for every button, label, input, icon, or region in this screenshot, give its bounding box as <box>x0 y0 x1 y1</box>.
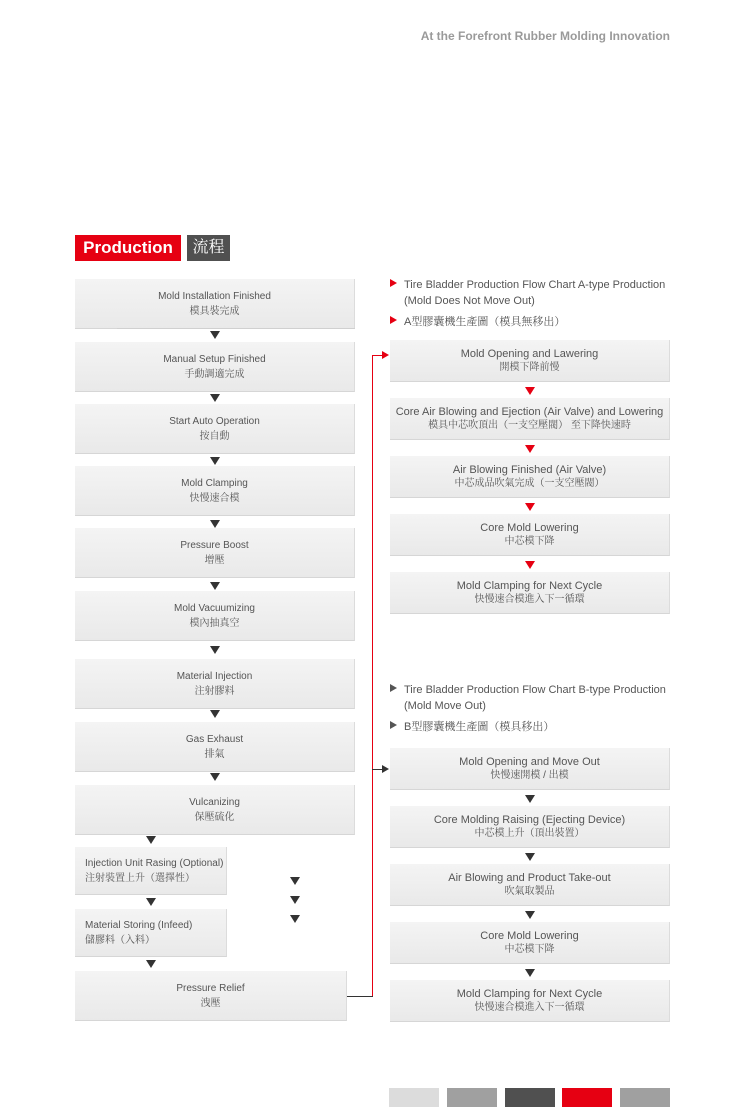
down-arrow-icon <box>525 795 535 803</box>
step-label-en: Start Auto Operation <box>169 415 260 427</box>
chart-a-heading <box>390 277 665 330</box>
color-swatch-light <box>389 1088 439 1107</box>
left-step-start-auto <box>75 404 355 454</box>
down-arrow-icon <box>210 646 220 654</box>
down-arrow-icon <box>210 710 220 718</box>
down-arrow-icon <box>210 582 220 590</box>
step-label-cn: 保壓硫化 <box>194 811 235 823</box>
divider <box>117 328 355 329</box>
step-label-en: Mold Clamping for Next Cycle <box>456 579 603 592</box>
down-arrow-icon <box>525 911 535 919</box>
chart-a-step <box>390 572 670 614</box>
step-label-cn: 吹氣取製品 <box>504 885 555 897</box>
connector-line <box>372 355 373 997</box>
step-label-en: Manual Setup Finished <box>163 353 266 365</box>
chart-b-heading-en-2: (Mold Move Out) <box>404 700 486 712</box>
left-step-material-injection <box>75 659 355 709</box>
down-arrow-icon <box>525 503 535 511</box>
left-step-injection-unit-raising <box>75 847 227 895</box>
down-arrow-icon <box>210 394 220 402</box>
step-label-cn: 中芯成品吹氣完成（一支空壓閥） <box>454 477 605 489</box>
step-label-cn: 手動調適完成 <box>184 368 245 380</box>
down-arrow-icon <box>146 836 156 844</box>
triangle-bullet-icon <box>390 316 397 324</box>
left-step-gas-exhaust <box>75 722 355 772</box>
tagline: At the Forefront Rubber Molding Innovation <box>420 29 670 43</box>
connector-arrow-icon <box>382 765 389 773</box>
step-label-cn: 增壓 <box>204 554 225 566</box>
step-label-en: Mold Clamping <box>181 477 248 489</box>
chart-b-step <box>390 864 670 906</box>
step-label-cn: 中芯模下降 <box>504 535 555 547</box>
left-step-mold-clamping <box>75 466 355 516</box>
chart-a-heading-cn: A型膠囊機生產圖（模具無移出） <box>404 316 566 328</box>
section-title-cn: 流程 <box>187 235 230 261</box>
chart-a-step <box>390 340 670 382</box>
step-label-cn: 快慢速合模進入下一循環 <box>474 593 585 605</box>
left-step-vulcanizing <box>75 785 355 835</box>
triangle-bullet-icon <box>390 684 397 692</box>
down-arrow-icon <box>525 445 535 453</box>
step-label-en: Mold Opening and Lawering <box>460 347 599 360</box>
chart-b-heading <box>390 682 666 735</box>
step-label-cn: 快慢速合模進入下一循環 <box>474 1001 585 1013</box>
down-arrow-icon <box>210 331 220 339</box>
down-arrow-icon <box>525 387 535 395</box>
step-label-cn: 模具中芯吹頂出（一支空壓閥） 至下降快速時 <box>428 419 631 431</box>
step-label-cn: 儲膠料（入料） <box>85 934 155 946</box>
down-arrow-icon <box>525 561 535 569</box>
color-swatch-gray <box>620 1088 670 1107</box>
left-step-pressure-relief <box>75 971 347 1021</box>
step-label-en: Air Blowing Finished (Air Valve) <box>452 463 607 476</box>
step-label-en: Material Storing (Infeed) <box>85 919 193 931</box>
step-label-en: Core Mold Lowering <box>480 929 579 942</box>
chart-a-heading-en: Tire Bladder Production Flow Chart A-type Production <box>404 279 666 291</box>
color-swatch-red <box>562 1088 612 1107</box>
left-step-mold-vacuumizing <box>75 591 355 641</box>
step-label-cn: 洩壓 <box>200 997 221 1009</box>
left-step-manual-setup <box>75 342 355 392</box>
left-step-mold-installation <box>75 279 355 329</box>
step-label-en: Core Mold Lowering <box>480 521 579 534</box>
step-label-cn: 注射膠料 <box>194 685 235 697</box>
step-label-en: Core Molding Raising (Ejecting Device) <box>433 813 626 826</box>
step-label-en: Core Air Blowing and Ejection (Air Valve) and Lowering <box>395 405 664 418</box>
step-label-cn: 中芯模上升（頂出裝置） <box>474 827 585 839</box>
step-label-en: Material Injection <box>176 670 253 682</box>
chart-b-heading-cn: B型膠囊機生產圖（模具移出） <box>404 721 555 733</box>
section-title: Production <box>75 235 181 261</box>
step-label-cn: 模具裝完成 <box>189 305 240 317</box>
step-label-cn: 快慢速合模 <box>189 492 240 504</box>
connector-line <box>347 996 373 997</box>
chart-b-step <box>390 806 670 848</box>
step-label-en: Injection Unit Rasing (Optional) <box>85 857 224 869</box>
down-arrow-icon <box>146 898 156 906</box>
step-label-en: Mold Clamping for Next Cycle <box>456 987 603 1000</box>
triangle-bullet-icon <box>390 721 397 729</box>
chart-b-heading-en: Tire Bladder Production Flow Chart B-type Production <box>404 684 666 696</box>
down-arrow-icon <box>146 960 156 968</box>
triangle-bullet-icon <box>390 279 397 287</box>
step-label-en: Mold Installation Finished <box>158 290 271 302</box>
left-step-material-storing <box>75 909 227 957</box>
step-label-cn: 按自動 <box>199 430 230 442</box>
step-label-en: Mold Opening and Move Out <box>459 755 600 768</box>
step-label-cn: 排氣 <box>204 748 225 760</box>
chart-b-step <box>390 748 670 790</box>
left-step-pressure-boost <box>75 528 355 578</box>
down-arrow-icon <box>525 969 535 977</box>
color-swatch-dark <box>505 1088 555 1107</box>
down-arrow-icon <box>210 520 220 528</box>
down-arrow-icon <box>210 457 220 465</box>
step-label-cn: 中芯模下降 <box>504 943 555 955</box>
color-swatch-mid <box>447 1088 497 1107</box>
down-arrow-icon <box>525 853 535 861</box>
connector-arrow-icon <box>382 351 389 359</box>
step-label-en: Air Blowing and Product Take-out <box>448 871 611 884</box>
step-label-cn: 快慢速開模 / 出模 <box>490 769 569 781</box>
chart-a-step <box>390 398 670 440</box>
chart-b-step <box>390 980 670 1022</box>
step-label-cn: 注射裝置上升（選擇性） <box>85 872 195 884</box>
step-label-en: Mold Vacuumizing <box>174 602 255 614</box>
step-label-en: Gas Exhaust <box>185 733 244 745</box>
down-arrow-icon <box>290 915 300 923</box>
step-label-cn: 開模下降前慢 <box>499 361 560 373</box>
step-label-en: Pressure Relief <box>176 982 245 994</box>
chart-a-step <box>390 514 670 556</box>
chart-a-step <box>390 456 670 498</box>
step-label-en: Vulcanizing <box>189 796 240 808</box>
chart-a-heading-en-2: (Mold Does Not Move Out) <box>404 295 535 307</box>
down-arrow-icon <box>290 896 300 904</box>
chart-b-step <box>390 922 670 964</box>
step-label-cn: 模內抽真空 <box>189 617 240 629</box>
step-label-en: Pressure Boost <box>180 539 249 551</box>
down-arrow-icon <box>290 877 300 885</box>
down-arrow-icon <box>210 773 220 781</box>
